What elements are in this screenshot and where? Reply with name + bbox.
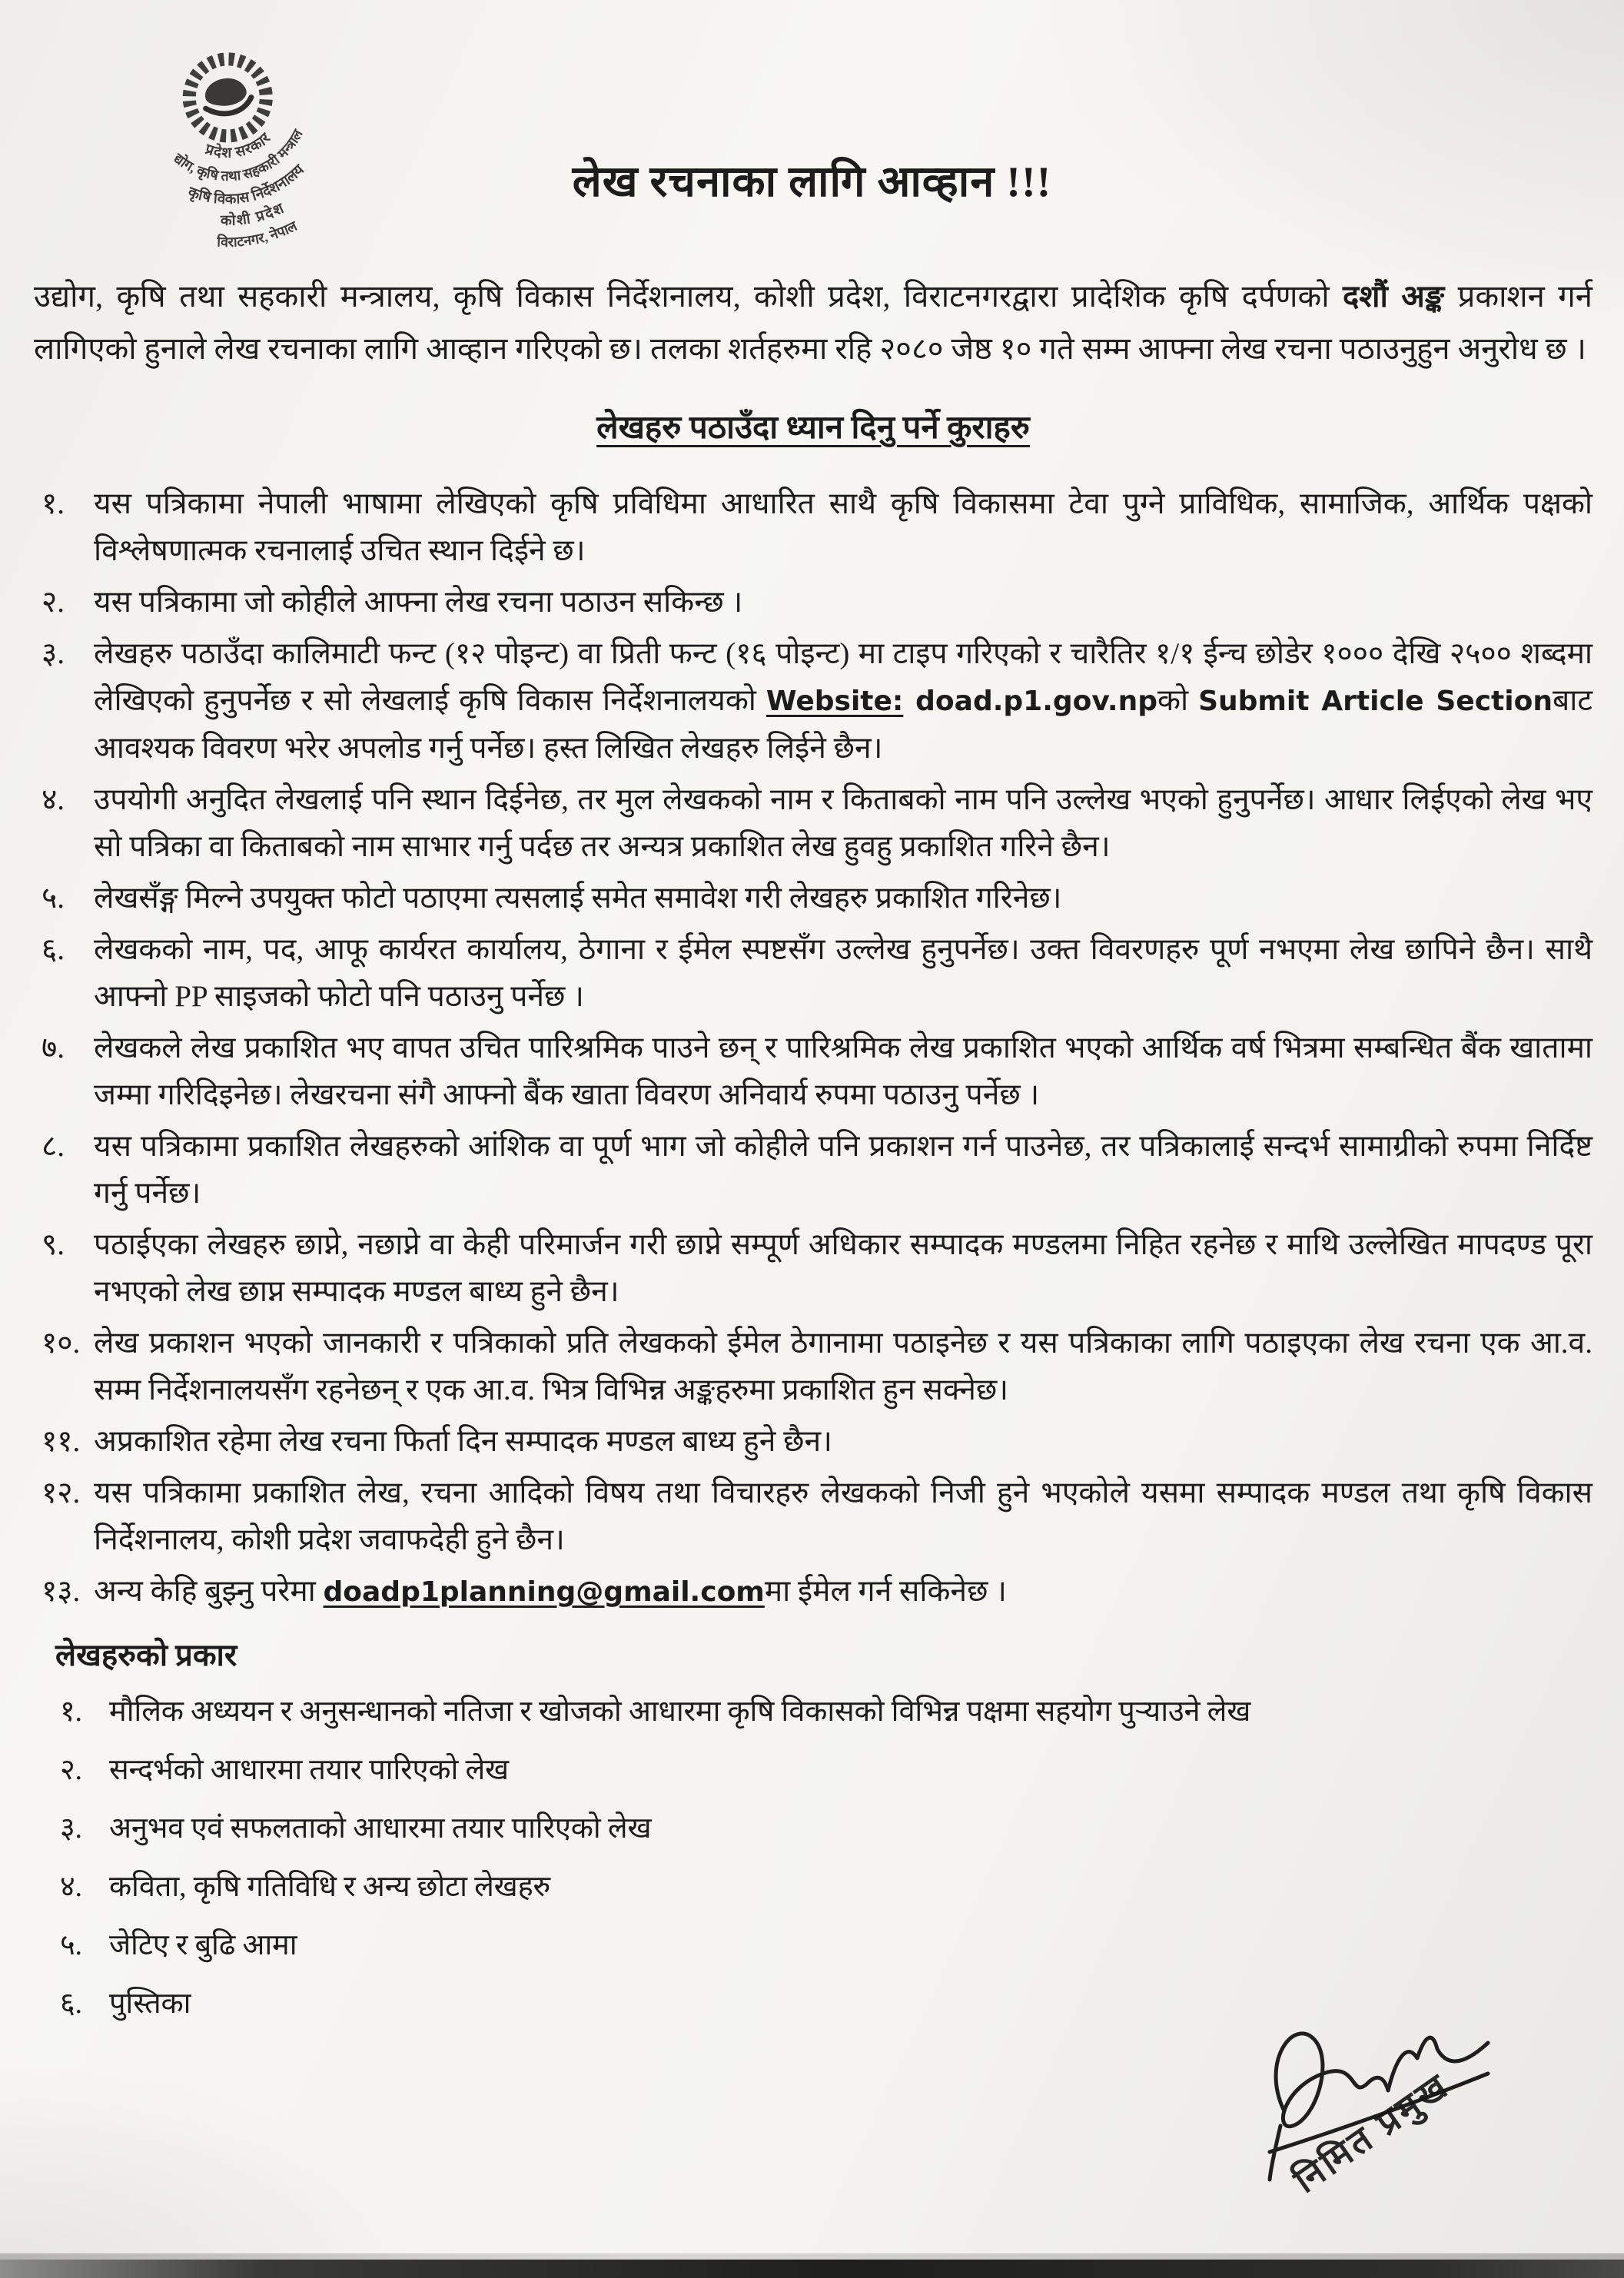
note-text: लेखकले लेख प्रकाशित भए वापत उचित पारिश्रमिक पाउने छन् र पारिश्रमिक लेख प्रकाशित भएको आर्थिक वर्ष भित्रमा सम्बन्धित बैंक खातामा जम्मा गरिदिइनेछ। लेखरचना संगै आफ्नो बैंक खाता विवरण अनिवार्य रुपमा पठाउनु पर्नेछ । <box>94 1031 1592 1111</box>
contact-email: doadp1planning@gmail.com <box>323 1576 765 1608</box>
note-text: यस पत्रिकामा नेपाली भाषामा लेखिएको कृषि प्रविधिमा आधारित साथै कृषि विकासमा टेवा पुग्ने प्राविधिक, सामाजिक, आर्थिक पक्षको विश्लेषणात्मक रचनालाई उचित स्थान दिईने छ। <box>94 487 1592 567</box>
note-number: ६. <box>42 933 65 966</box>
type-text: कविता, कृषि गतिविधि र अन्य छोटा लेखहरु <box>109 1871 551 1903</box>
note-item-4 <box>34 776 1592 870</box>
note-number: ८. <box>42 1130 65 1163</box>
note-item-7 <box>34 1024 1592 1118</box>
document-body <box>34 271 1592 2041</box>
type-number: २. <box>60 1754 82 1786</box>
note-number: ३. <box>42 637 65 670</box>
signature-block <box>1230 1968 1624 2260</box>
type-item-5 <box>34 1924 1592 1967</box>
note-number: ९. <box>42 1228 65 1261</box>
type-number: १. <box>60 1695 82 1728</box>
note-item-12 <box>34 1469 1592 1563</box>
intro-paragraph <box>34 271 1592 375</box>
note-text: बाट आवश्यक विवरण भरेर अपलोड गर्नु पर्नेछ। हस्त लिखित लेखहरु लिईने छैन। <box>94 684 1592 765</box>
note-text: यस पत्रिकामा प्रकाशित लेख, रचना आदिको विषय तथा विचारहरु लेखकको निजी हुने भएकोले यसमा सम्पादक मण्डल तथा कृषि विकास निर्देशनालय, कोशी प्रदेश जवाफदेही हुने छैन। <box>94 1476 1592 1556</box>
type-item-3 <box>34 1807 1592 1850</box>
type-number: ६. <box>60 1987 82 2020</box>
type-item-4 <box>34 1865 1592 1908</box>
intro-bold-issue: दशौं अङ्क <box>1343 279 1445 314</box>
scan-bottom-edge <box>0 2260 1624 2278</box>
type-item-1 <box>34 1690 1592 1733</box>
note-number: ७. <box>42 1031 65 1064</box>
type-number: ५. <box>60 1929 82 1961</box>
note-text: मा ईमेल गर्न सकिनेछ । <box>764 1575 1007 1608</box>
note-number: ४. <box>42 783 65 816</box>
note-item-6 <box>34 926 1592 1020</box>
seal-arc-province: प्रदेश सरकार <box>203 129 274 162</box>
notes-list <box>34 480 1592 1616</box>
type-number: ३. <box>60 1812 82 1845</box>
government-seal-logo <box>109 29 334 260</box>
type-text: अनुभव एवं सफलताको आधारमा तयार पारिएको लेख <box>109 1812 652 1845</box>
intro-text-1: उद्योग, कृषि तथा सहकारी मन्त्रालय, कृषि विकास निर्देशनालय, कोशी प्रदेश, विराटनगरद्वारा प्रादेशिक कृषि दर्पणको <box>34 279 1343 314</box>
seal-arc-place: विराटनगर, नेपाल <box>217 218 300 251</box>
type-text: जेटिए र बुढि आमा <box>109 1929 297 1961</box>
note-text: लेखसँङ्ग मिल्ने उपयुक्त फोटो पठाएमा त्यसलाई समेत समावेश गरी लेखहरु प्रकाशित गरिनेछ। <box>94 882 1062 915</box>
note-text: पठाईएका लेखहरु छाप्ने, नछाप्ने वा केही परिमार्जन गरी छाप्ने सम्पूर्ण अधिकार सम्पादक मण्डलमा निहित रहनेछ र माथि उल्लेखित मापदण्ड पूरा नभएको लेख छाप्न सम्पादक मण्डल बाध्य हुने छैन। <box>94 1228 1592 1308</box>
note-item-9 <box>34 1221 1592 1315</box>
seal-arc-state: कोशी प्रदेश <box>220 200 288 230</box>
note-item-10 <box>34 1320 1592 1413</box>
note-text: अप्रकाशित रहेमा लेख रचना फिर्ता दिन सम्पादक मण्डल बाध्य हुने छैन। <box>94 1425 832 1458</box>
note-number: १०. <box>42 1327 81 1360</box>
note-item-3 <box>34 630 1592 772</box>
type-number: ४. <box>60 1871 82 1903</box>
note-number: ५. <box>42 882 65 915</box>
type-text: सन्दर्भको आधारमा तयार पारिएको लेख <box>109 1754 509 1786</box>
note-text: यस पत्रिकामा प्रकाशित लेखहरुको आंशिक वा पूर्ण भाग जो कोहीले पनि प्रकाशन गर्न पाउनेछ, तर पत्रिकालाई सन्दर्भ सामाग्रीको रुपमा निर्दिष्ट गर्नु पर्नेछ। <box>94 1130 1592 1210</box>
type-text: मौलिक अध्ययन र अनुसन्धानको नतिजा र खोजको आधारमा कृषि विकासको विभिन्न पक्षमा सहयोग पुऱ्याउने लेख <box>109 1695 1251 1728</box>
note-number: १२. <box>42 1476 81 1509</box>
note-item-1 <box>34 480 1592 574</box>
acting-chief-stamp: निमित प्रमुख <box>1287 2065 1457 2201</box>
note-text: उपयोगी अनुदित लेखलाई पनि स्थान दिईनेछ, तर मुल लेखकको नाम र किताबको नाम पनि उल्लेख भएको हुनुपर्नेछ। आधार लिईएको लेख भए सो पत्रिका वा किताबको नाम साभार गर्नु पर्दछ तर अन्यत्र प्रकाशित लेख हुवहु प्रकाशित गरिने छैन। <box>94 783 1592 863</box>
note-number: ११. <box>42 1425 81 1458</box>
seal-emblem-icon <box>202 75 248 110</box>
note-item-8 <box>34 1123 1592 1217</box>
note-number: २. <box>42 586 65 619</box>
note-text: को <box>1157 684 1199 717</box>
seal-arc-ministry: उद्योग, कृषि तथा सहकारी मन्त्रालय <box>109 39 306 184</box>
intro-text-2: प्रकाशन गर्न लागिएको हुनाले लेख रचनाका लागि आव्हान गरिएको छ। तलका शर्तहरुमा रहि २०८० जेष्ठ १० गते सम्म आफ्ना लेख रचना पठाउनुहुन अनुरोध छ । <box>34 279 1592 366</box>
note-text: अन्य केहि बुझ्नु परेमा <box>94 1575 324 1608</box>
note-number: १. <box>42 487 65 520</box>
note-item-13 <box>34 1568 1592 1616</box>
note-text: लेख प्रकाशन भएको जानकारी र पत्रिकाको प्रति लेखकको ईमेल ठेगानामा पठाइनेछ र यस पत्रिकाका लागि पठाइएका लेख रचना एक आ.व. सम्म निर्देशनालयसँग रहनेछन् र एक आ.व. भित्र विभिन्न अङ्कहरुमा प्रकाशित हुन सक्नेछ। <box>94 1327 1592 1406</box>
website-label: Website: <box>766 686 904 717</box>
note-item-11 <box>34 1418 1592 1465</box>
type-text: पुस्तिका <box>109 1987 191 2020</box>
seal-arc-directorate: कृषि विकास निर्देशनालय <box>185 161 307 208</box>
note-text: लेखकको नाम, पद, आफू कार्यरत कार्यालय, ठेगाना र ईमेल स्पष्टसँग उल्लेख हुनुपर्नेछ। उक्त विवरणहरु पूर्ण नभएमा लेख छापिने छैन। साथै आफ्नो PP साइजको फोटो पनि पठाउनु पर्नेछ । <box>94 933 1592 1013</box>
submit-article-section-label: Submit Article Section <box>1198 686 1553 717</box>
note-text: लेखहरु पठाउँदा कालिमाटी फन्ट (१२ पोइन्ट) वा प्रिती फन्ट (१६ पोइन्ट) मा टाइप गरिएको र चारैतिर १/१ ईन्च छोडेर १००० देखि २५०० शब्दमा लेखिएको हुनुपर्नेछ र सो लेखलाई कृषि विकास निर्देशनालयको <box>94 637 1592 717</box>
page-title: लेख रचनाका लागि आव्हान !!! <box>572 158 1052 206</box>
note-text: यस पत्रिकामा जो कोहीले आफ्ना लेख रचना पठाउन सकिन्छ । <box>94 586 743 619</box>
types-section-heading: लेखहरुको प्रकार <box>55 1638 237 1672</box>
website-url: doad.p1.gov.np <box>903 686 1157 717</box>
note-item-5 <box>34 875 1592 921</box>
note-number: १३. <box>42 1575 81 1608</box>
notes-section-heading: लेखहरु पठाउँदा ध्यान दिनु पर्ने कुराहरु <box>596 410 1030 446</box>
note-item-2 <box>34 579 1592 626</box>
type-item-2 <box>34 1748 1592 1792</box>
